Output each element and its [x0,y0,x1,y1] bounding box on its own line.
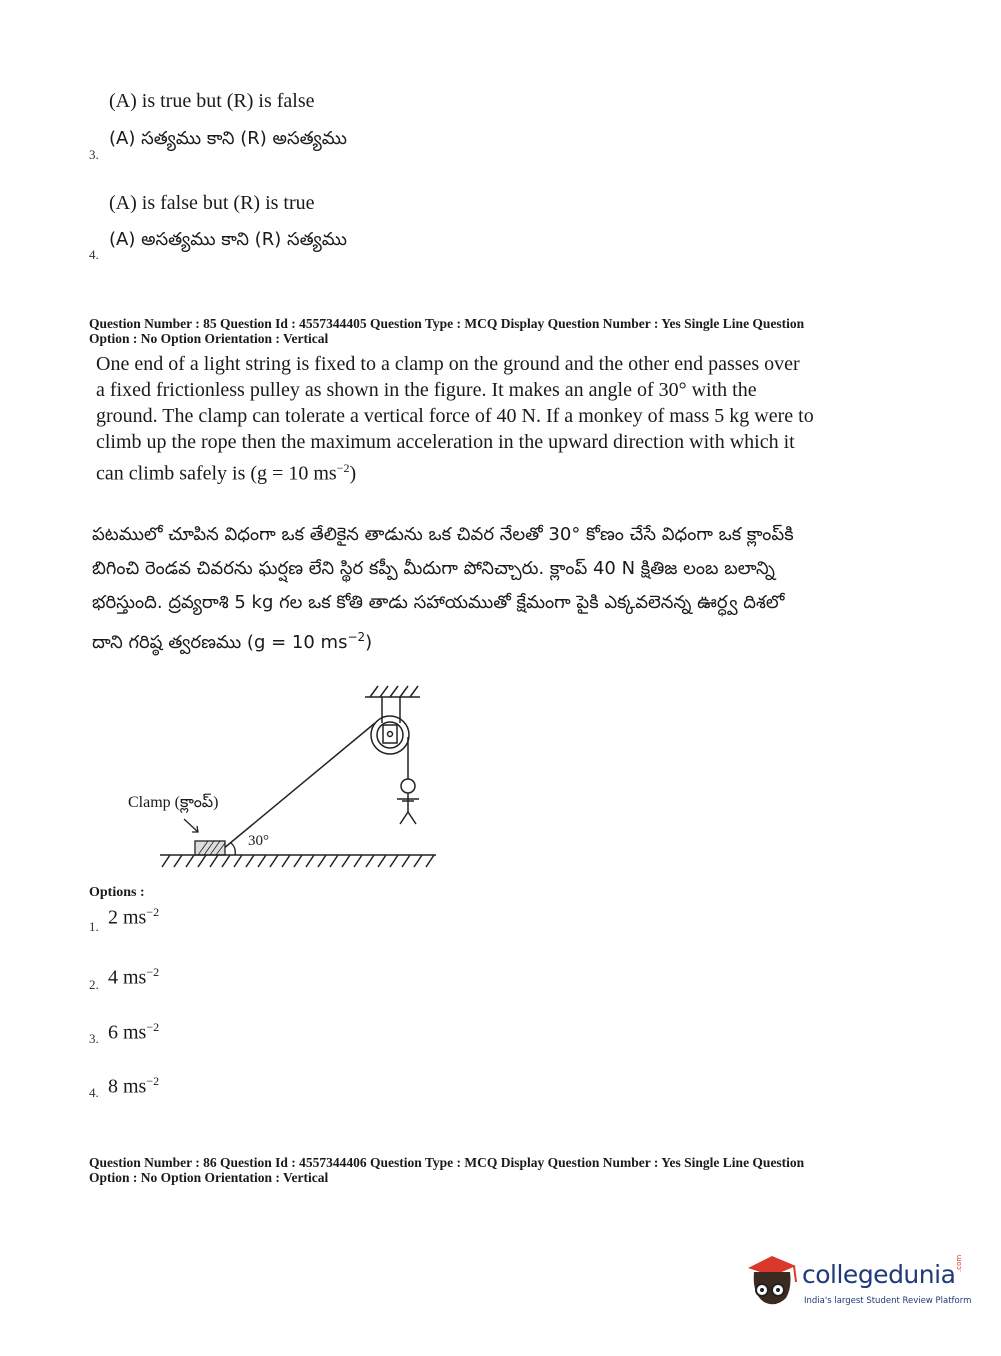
prev-option-3-en: (A) is true but (R) is false [109,90,315,112]
q85-en-line-5-sup: −2 [336,461,350,475]
q85-te-line-4-sup: −2 [347,630,366,644]
q85-en-line-1: One end of a light string is fixed to a clamp on the ground and the other end passes over [96,353,800,375]
option-4-value: 8 ms [108,1075,147,1098]
q85-figure [120,675,450,875]
collegedunia-logo-icon [742,1250,800,1312]
option-1[interactable] [108,905,159,930]
q86-meta-line-1: Question Number : 86 Question Id : 4557344406 Question Type : MCQ Display Question Number : Yes Single Line Question [89,1155,805,1170]
option-4-sup: −2 [146,1074,160,1088]
q85-meta-line-2: Option : No Option Orientation : Vertical [89,331,329,346]
q85-te-line-2: బిగించి రెండవ చివరను ఘర్షణ లేని స్థిర కప్పీ మీదుగా పోనిచ్చారు. క్లాంప్ 40 N క్షితిజ లంబ బలాన్ని [92,558,775,579]
q85-en-line-3: ground. The clamp can tolerate a vertical force of 40 N. If a monkey of mass 5 kg were to [96,405,814,427]
q85-te-line-4-text: దాని గరిష్ఠ త్వరణము (g = 10 ms [92,632,348,653]
prev-option-3-number: 3. [89,147,99,162]
option-2-number: 2. [89,977,99,992]
q85-te-line-4-suffix: ) [365,632,373,653]
prev-option-3-te: (A) సత్యము కాని (R) అసత్యము [109,128,348,149]
q85-en-line-5-text: can climb safely is (g = 10 ms [96,462,337,485]
option-4-number: 4. [89,1085,99,1100]
option-2[interactable] [108,965,159,990]
prev-option-4-te: (A) అసత్యము కాని (R) సత్యము [109,229,348,250]
collegedunia-watermark [742,1250,970,1320]
brand-dotcom: .com [955,1254,963,1272]
monkey-figure [397,779,419,824]
q86-meta-line-2: Option : No Option Orientation : Vertical [89,1170,329,1185]
q85-en-line-2: a fixed frictionless pulley as shown in the figure. It makes an angle of 30° with the [96,379,757,401]
option-2-sup: −2 [146,965,160,979]
q85-te-line-1: పటములో చూపిన విధంగా ఒక తేలికైన తాడును ఒక చివర నేలతో 30° కోణం చేసే విధంగా ఒక క్లాంప్‌కి [92,524,794,545]
q85-te-line-4 [92,620,862,660]
clamp-label: Clamp (క్లాంప్) [128,794,219,811]
prev-option-4-number: 4. [89,247,99,262]
option-2-value: 4 ms [108,966,147,989]
q85-question-en [96,351,858,487]
q85-en-line-4: climb up the rope then the maximum acceleration in the upward direction with which it [96,431,795,453]
q85-te-line-3: భరిస్తుంది. ద్రవ్యరాశి 5 kg గల ఒక కోతి తాడు సహాయముతో క్షేమంగా పైకి ఎక్కవలెనన్న ఊర్ధ్వ దిశలో [92,592,785,613]
option-3-value: 6 ms [108,1021,147,1044]
option-3[interactable] [108,1020,159,1045]
brand-name: collegedunia [802,1260,956,1289]
option-4[interactable] [108,1074,159,1099]
string [223,723,408,849]
angle-arc [231,843,235,855]
option-3-sup: −2 [146,1020,160,1034]
pulley [371,697,409,754]
option-1-number: 1. [89,919,99,934]
option-1-sup: −2 [146,905,160,919]
clamp-block [195,841,225,855]
q85-question-te [92,518,862,660]
q85-en-line-5-suffix: ) [349,462,357,485]
clamp-arrow [184,819,198,832]
q85-en-line-5 [96,455,858,487]
option-3-number: 3. [89,1031,99,1046]
brand-tagline: India's largest Student Review Platform [804,1296,972,1306]
ground [160,855,436,867]
options-label: Options : [89,885,145,900]
angle-label: 30° [248,833,269,849]
ceiling-support [365,686,420,697]
q85-meta-line-1: Question Number : 85 Question Id : 4557344405 Question Type : MCQ Display Question Number : Yes Single Line Question [89,316,805,331]
option-1-value: 2 ms [108,906,147,929]
prev-option-4-en: (A) is false but (R) is true [109,192,315,214]
